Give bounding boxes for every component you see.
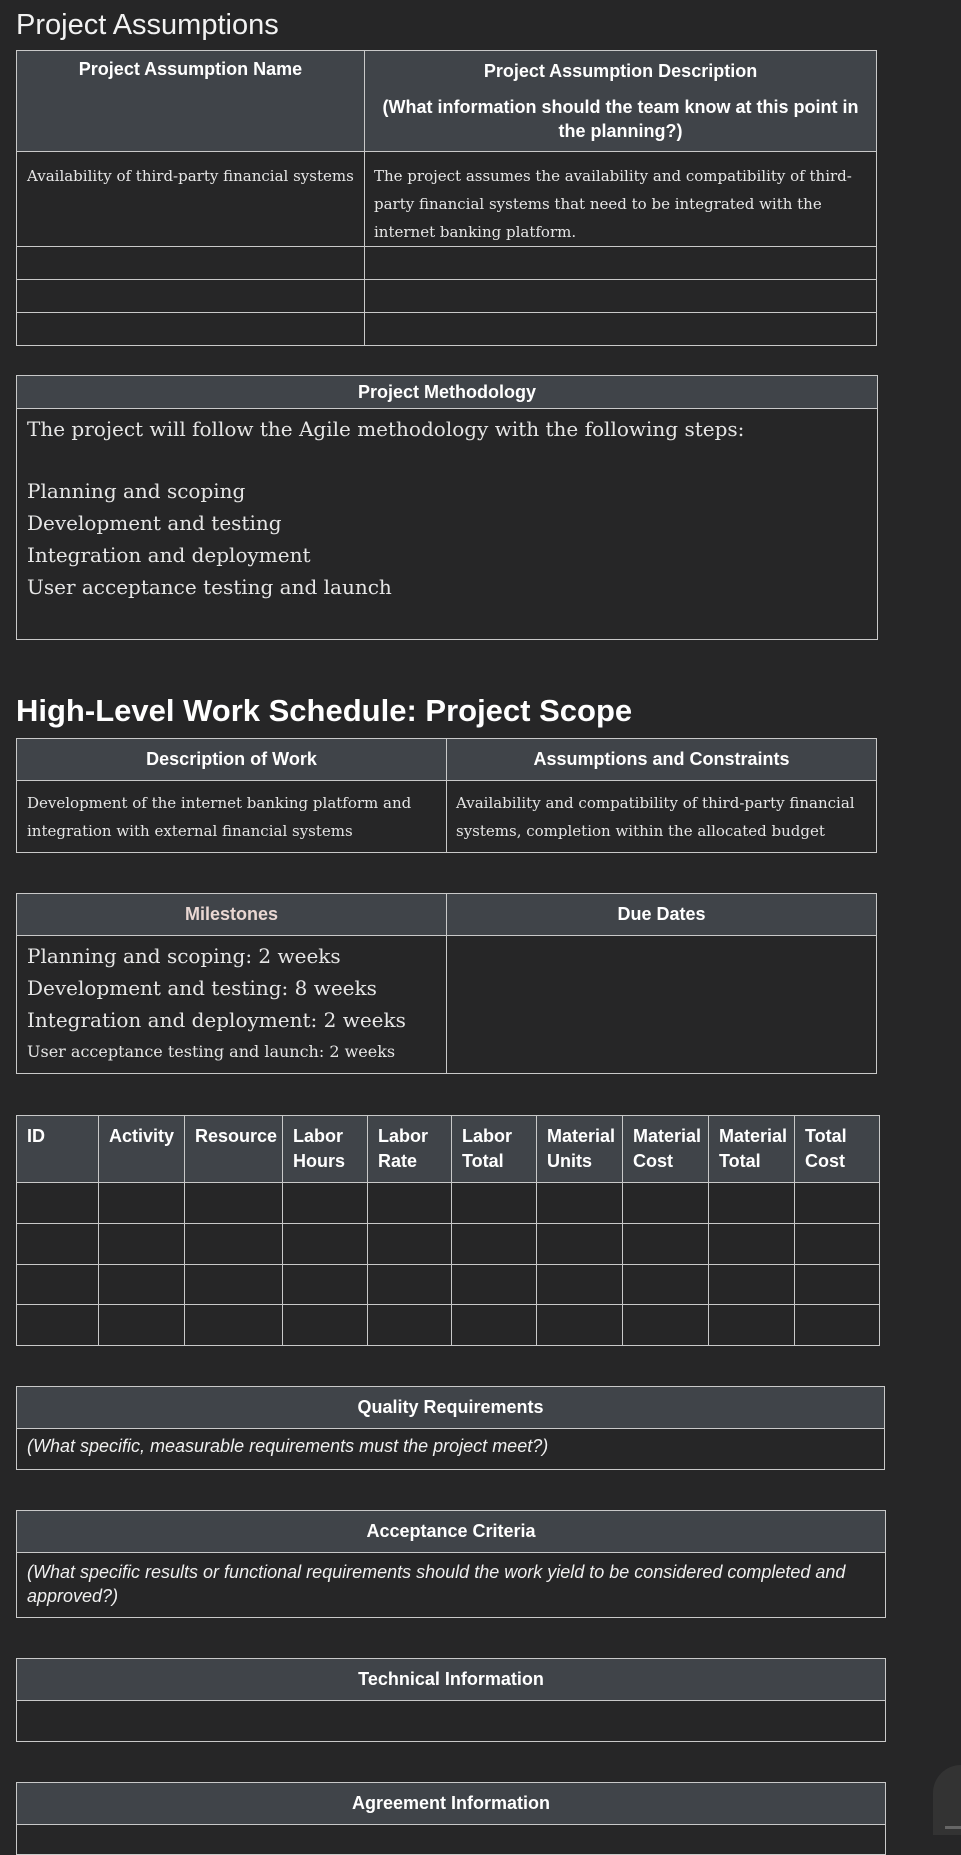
empty-cell[interactable] [17,313,365,346]
empty-cell[interactable] [99,1305,185,1346]
empty-cell[interactable] [365,247,877,280]
empty-cell[interactable] [17,1224,99,1265]
work-desc-cell: Development of the internet banking platform and integration with external financial systems [17,781,447,853]
empty-cell[interactable] [99,1183,185,1224]
assumption-desc-cell: The project assumes the availability and compatibility of third-party financial systems that need to be integrated with the internet banking platform. [365,152,877,247]
scope-table [16,738,877,853]
assumption-desc-header: Project Assumption Description (What information should the team know at this point in the planning?) [365,51,877,152]
agreement-body[interactable] [17,1825,886,1855]
agreement-header: Agreement Information [17,1783,886,1825]
acceptance-table [16,1510,886,1618]
empty-cell[interactable] [709,1265,795,1305]
list-item: Integration and deployment: 2 weeks [27,1008,406,1032]
methodology-header: Project Methodology [17,376,878,409]
list-item: Development and testing: 8 weeks [27,976,377,1000]
empty-cell[interactable] [17,280,365,313]
empty-cell[interactable] [537,1183,623,1224]
empty-cell[interactable] [185,1265,283,1305]
list-item: Planning and scoping [27,479,246,503]
empty-cell[interactable] [623,1224,709,1265]
empty-cell[interactable] [283,1183,368,1224]
col-header: Resource [185,1116,283,1183]
technical-header: Technical Information [17,1659,886,1701]
table-row [17,1305,880,1346]
empty-cell[interactable] [795,1305,880,1346]
cost-header-row [17,1116,880,1183]
methodology-table [16,375,878,640]
empty-cell[interactable] [368,1183,452,1224]
list-item: Planning and scoping: 2 weeks [27,944,341,968]
assumptions-constraints-cell: Availability and compatibility of third-party financial systems, completion within the allocated budget [447,781,877,853]
empty-cell[interactable] [709,1183,795,1224]
empty-cell[interactable] [452,1224,537,1265]
milestones-header: Milestones [17,894,447,936]
empty-cell[interactable] [537,1265,623,1305]
empty-cell[interactable] [452,1183,537,1224]
assumptions-table [16,50,877,346]
empty-cell[interactable] [283,1265,368,1305]
table-row [17,1224,880,1265]
empty-cell[interactable] [795,1265,880,1305]
empty-cell[interactable] [368,1265,452,1305]
table-row [17,247,877,280]
table-row [17,313,877,346]
empty-cell[interactable] [795,1183,880,1224]
col-header: Total Cost [795,1116,880,1183]
cost-table [16,1115,880,1346]
col-header: Material Total [709,1116,795,1183]
due-dates-header: Due Dates [447,894,877,936]
list-item: Integration and deployment [27,543,311,567]
empty-cell[interactable] [452,1305,537,1346]
col-header: Material Cost [623,1116,709,1183]
agreement-table [16,1782,886,1855]
empty-cell[interactable] [368,1305,452,1346]
empty-cell[interactable] [185,1305,283,1346]
methodology-intro: The project will follow the Agile methodology with the following steps: [27,417,745,441]
col-header: Material Units [537,1116,623,1183]
scroll-handle[interactable] [933,1765,961,1835]
acceptance-header: Acceptance Criteria [17,1511,886,1553]
empty-cell[interactable] [17,1183,99,1224]
quality-prompt[interactable]: (What specific, measurable requirements must the project meet?) [17,1429,885,1470]
table-row [17,1265,880,1305]
empty-cell[interactable] [623,1183,709,1224]
empty-cell[interactable] [185,1224,283,1265]
empty-cell[interactable] [537,1305,623,1346]
empty-cell[interactable] [368,1224,452,1265]
methodology-body[interactable] [17,409,878,640]
empty-cell[interactable] [795,1224,880,1265]
technical-body[interactable] [17,1701,886,1742]
table-row [17,152,877,247]
empty-cell[interactable] [283,1224,368,1265]
empty-cell[interactable] [17,1265,99,1305]
list-item: User acceptance testing and launch: 2 weeks [27,1042,396,1061]
technical-table [16,1658,886,1742]
work-desc-header: Description of Work [17,739,447,781]
methodology-steps [27,475,867,603]
empty-cell[interactable] [17,247,365,280]
empty-cell[interactable] [365,280,877,313]
table-row [17,280,877,313]
table-row [17,1183,880,1224]
empty-cell[interactable] [709,1224,795,1265]
col-header: Labor Hours [283,1116,368,1183]
acceptance-prompt[interactable]: (What specific results or functional requirements should the work yield to be considered completed and approved?) [17,1553,886,1618]
list-item: User acceptance testing and launch [27,575,392,599]
empty-cell[interactable] [623,1265,709,1305]
empty-cell[interactable] [709,1305,795,1346]
milestones-table [16,893,877,1074]
schedule-title: High-Level Work Schedule: Project Scope [16,693,633,728]
assumptions-constraints-header: Assumptions and Constraints [447,739,877,781]
empty-cell[interactable] [365,313,877,346]
empty-cell[interactable] [99,1224,185,1265]
assumptions-title: Project Assumptions [16,9,279,41]
empty-cell[interactable] [283,1305,368,1346]
assumption-name-cell: Availability of third-party financial systems [17,152,365,247]
empty-cell[interactable] [185,1183,283,1224]
col-header: Labor Rate [368,1116,452,1183]
col-header: Labor Total [452,1116,537,1183]
quality-table [16,1386,885,1470]
col-header: Activity [99,1116,185,1183]
quality-header: Quality Requirements [17,1387,885,1429]
assumption-name-header: Project Assumption Name [17,51,365,152]
empty-cell[interactable] [537,1224,623,1265]
empty-cell[interactable] [452,1265,537,1305]
empty-cell[interactable] [17,1305,99,1346]
list-item: Development and testing [27,511,282,535]
due-dates-cell[interactable] [447,936,877,1074]
col-header: ID [17,1116,99,1183]
empty-cell[interactable] [623,1305,709,1346]
empty-cell[interactable] [99,1265,185,1305]
milestones-cell[interactable] [17,936,447,1074]
